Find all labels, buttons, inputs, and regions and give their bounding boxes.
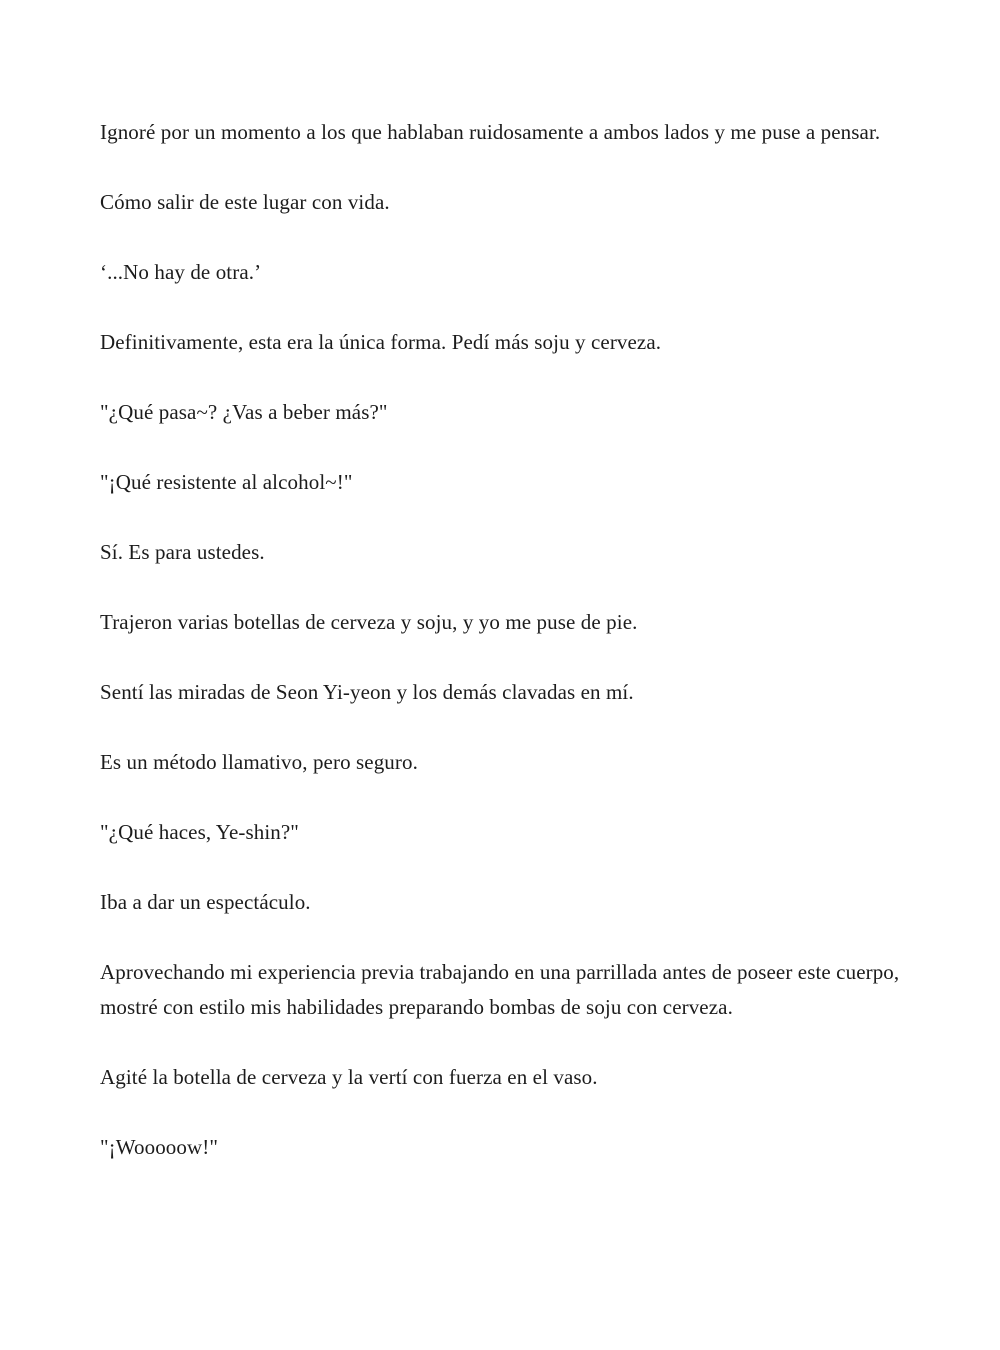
paragraph: Sí. Es para ustedes.	[100, 540, 265, 564]
paragraph: Ignoré por un momento a los que hablaban ruidosamente a ambos lados y me puse a pensar.	[100, 120, 881, 144]
paragraph: Aprovechando mi experiencia previa trabajando en una parrillada antes de poseer este cuerpo, mostré con estilo mis habilidades preparando bombas de soju con cerveza.	[100, 960, 900, 1019]
paragraph: Iba a dar un espectáculo.	[100, 890, 311, 914]
paragraph: Es un método llamativo, pero seguro.	[100, 750, 418, 774]
chapter-text	[100, 115, 900, 1200]
paragraph: ‘...No hay de otra.’	[100, 260, 262, 284]
paragraph: Definitivamente, esta era la única forma. Pedí más soju y cerveza.	[100, 330, 662, 354]
dialogue-paragraph: "¡Qué resistente al alcohol~!"	[100, 470, 353, 494]
dialogue-paragraph: "¡Wooooow!"	[100, 1135, 219, 1159]
paragraph: Sentí las miradas de Seon Yi-yeon y los demás clavadas en mí.	[100, 680, 634, 704]
paragraph: Trajeron varias botellas de cerveza y soju, y yo me puse de pie.	[100, 610, 638, 634]
dialogue-paragraph: "¿Qué pasa~? ¿Vas a beber más?"	[100, 400, 388, 424]
paragraph: Cómo salir de este lugar con vida.	[100, 190, 390, 214]
paragraph: Agité la botella de cerveza y la vertí con fuerza en el vaso.	[100, 1065, 598, 1089]
dialogue-paragraph: "¿Qué haces, Ye-shin?"	[100, 820, 299, 844]
